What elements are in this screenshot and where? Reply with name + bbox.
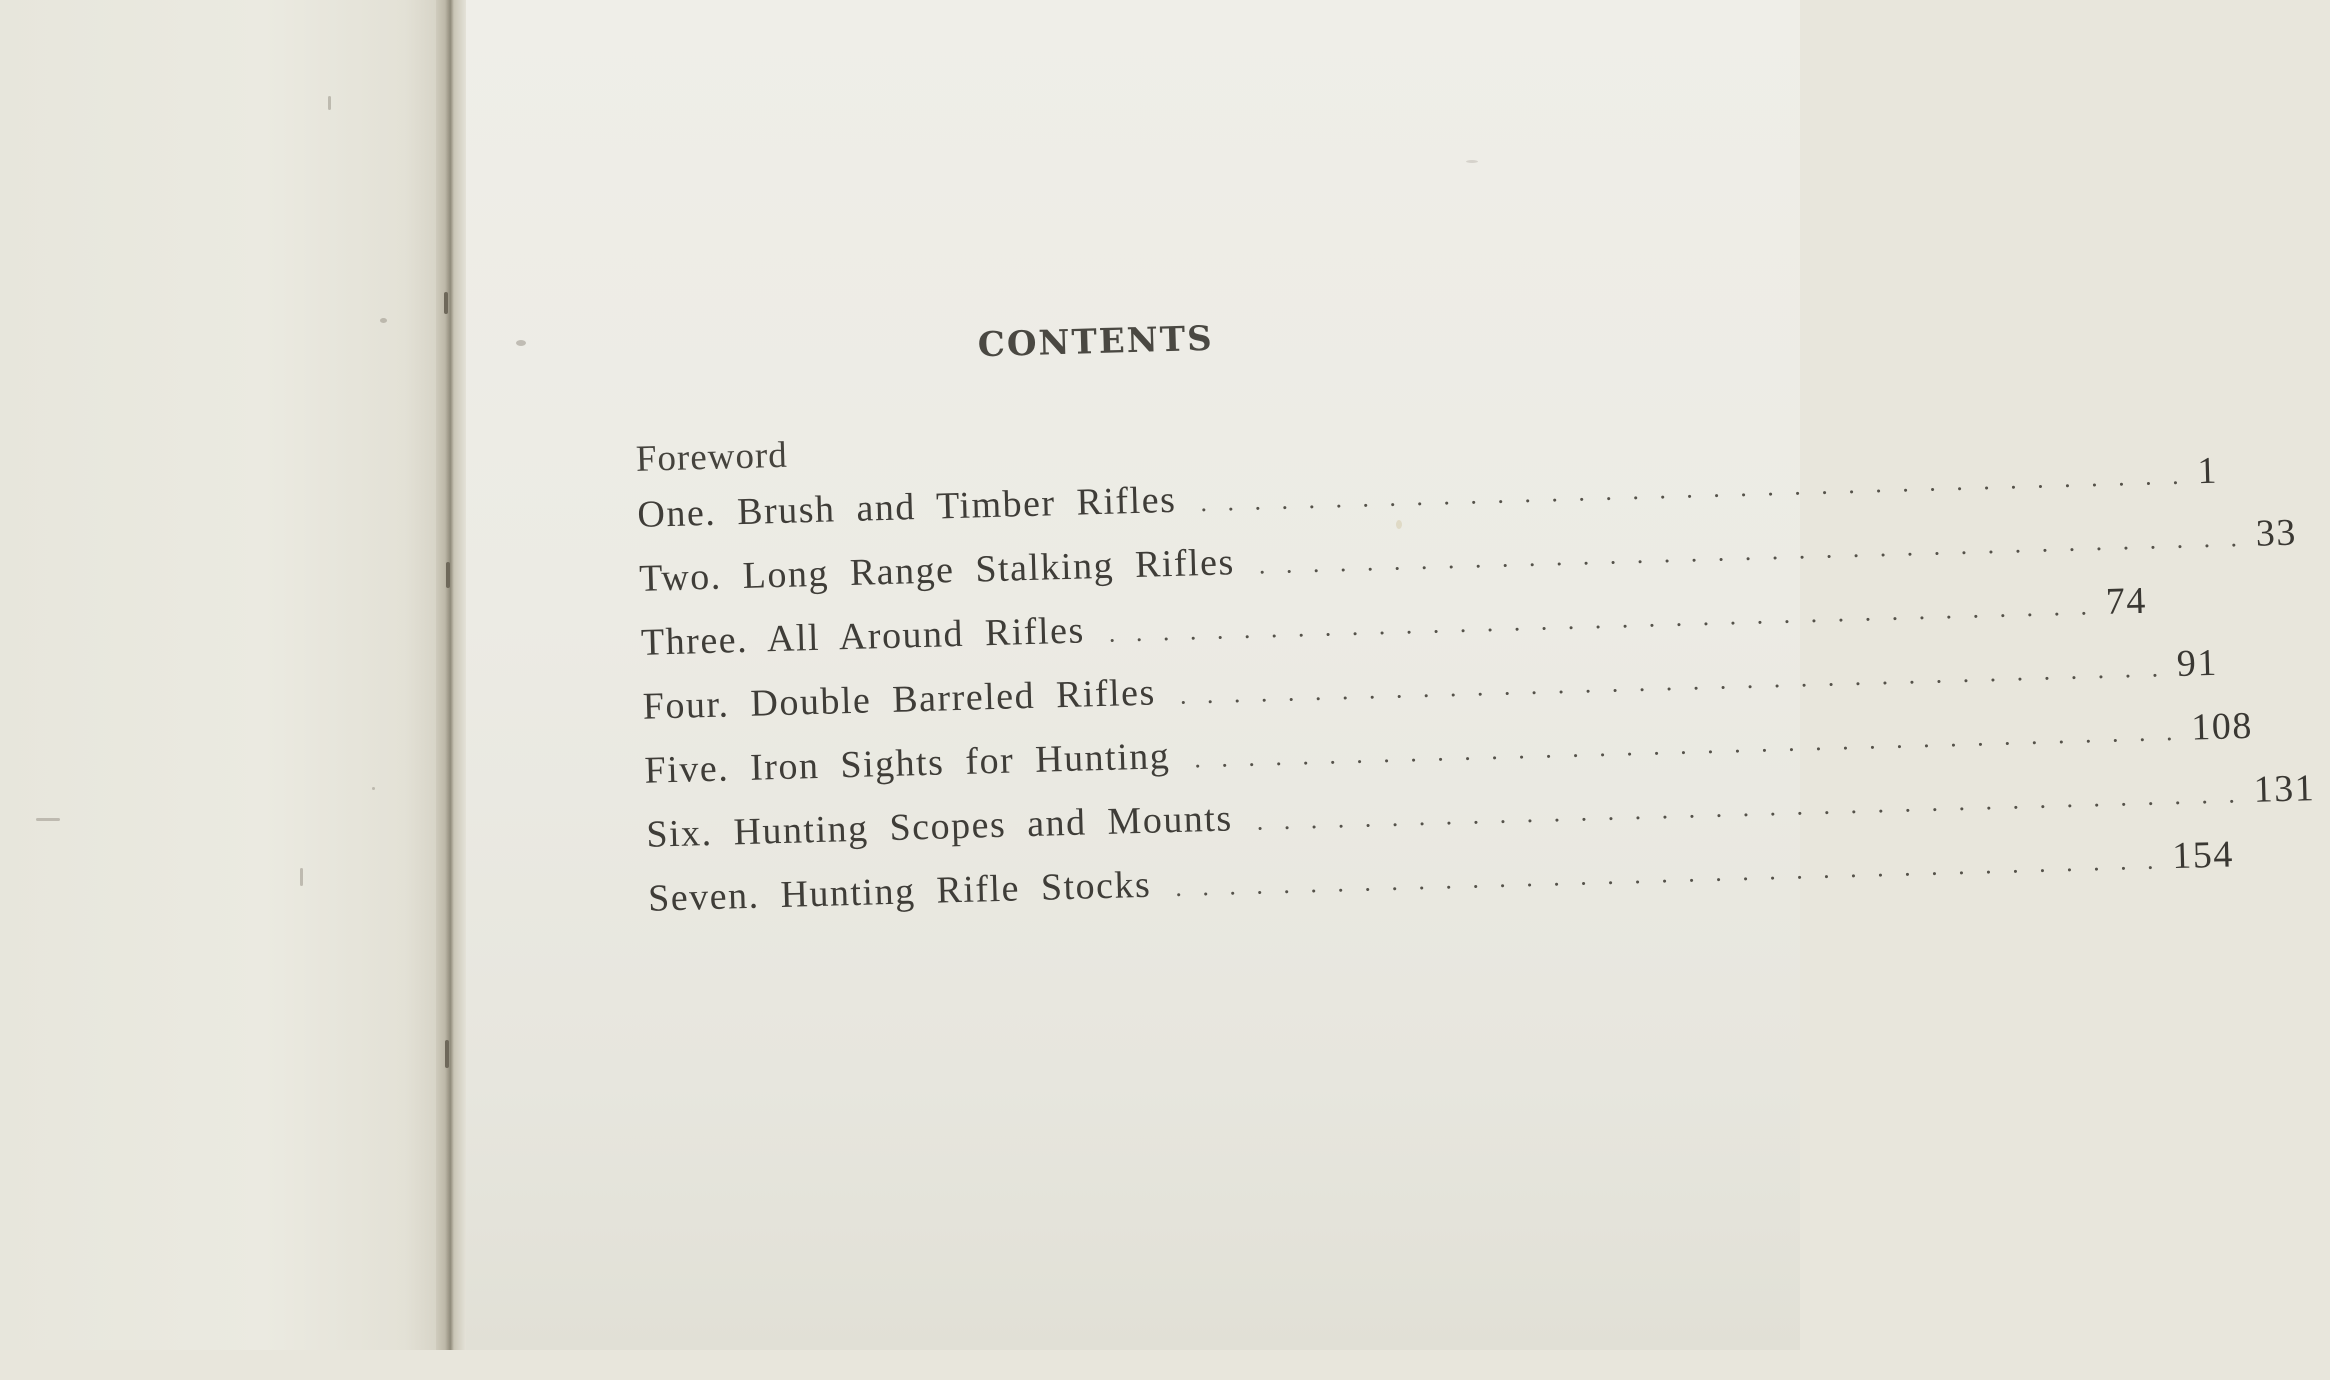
toc-entry (647, 833, 2235, 926)
dot-leader: . . . . . . . . . . . . . . . . . . . . . . . . . . . . . . . . . . . . . (1179, 653, 2166, 710)
toc-page-number: 74 (2105, 579, 2148, 623)
toc-entry-label: One. Brush and Timber Rifles (636, 478, 1177, 536)
toc-page-number: 154 (2171, 833, 2235, 878)
toc-entry-label: Three. All Around Rifles (640, 609, 1086, 664)
dot-leader: . . . . . . . . . . . . . . . . . . . . . . . . . . . . . . . . . . . . . (1108, 591, 2095, 648)
dot-leader: . . . . . . . . . . . . . . . . . . . . . . . . . . . . . . . . . . . . . (1199, 460, 2186, 518)
toc-entry-label: Two. Long Range Stalking Rifles (638, 541, 1236, 600)
toc-page-number: 91 (2176, 641, 2219, 685)
dot-leader: . . . . . . . . . . . . . . . . . . . . . . . . . . . . . . . . . . . . . (1174, 845, 2161, 903)
contents-title: CONTENTS (977, 318, 1215, 366)
toc-page-number: 108 (2190, 704, 2254, 749)
toc-page-number: 131 (2253, 767, 2316, 811)
dot-leader: . . . . . . . . . . . . . . . . . . . . . . . . . . . . . . . . . . . . . (1193, 716, 2180, 774)
toc-page-number: 33 (2255, 511, 2298, 555)
toc-entry (642, 641, 2219, 734)
toc-entry-label: Six. Hunting Scopes and Mounts (645, 797, 1234, 856)
foreword-entry: Foreword (635, 434, 789, 480)
toc-entry (640, 579, 2148, 670)
toc-page-number: 1 (2196, 449, 2219, 493)
toc-entry-label: Five. Iron Sights for Hunting (644, 735, 1171, 792)
dot-leader: . . . . . . . . . . . . . . . . . . . . . . . . . . . . . . . . . . . . . (1258, 523, 2245, 580)
dot-leader: . . . . . . . . . . . . . . . . . . . . . . . . . . . . . . . . . . . . . (1256, 779, 2243, 836)
toc-entry-label: Four. Double Barreled Rifles (642, 671, 1157, 728)
toc-entry-label: Seven. Hunting Rifle Stocks (647, 863, 1152, 920)
toc-entry (644, 704, 2254, 798)
